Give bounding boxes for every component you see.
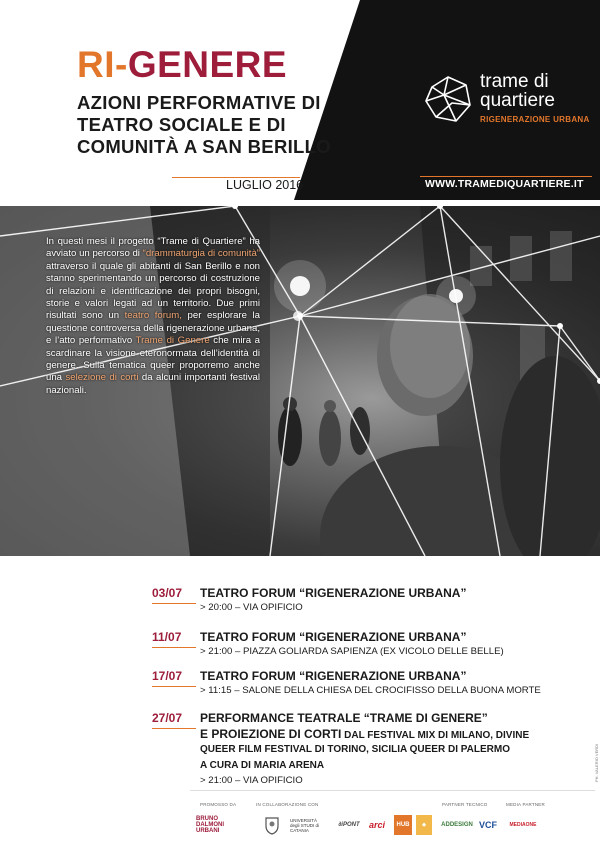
event-detail: > 21:00 – PIAZZA GOLIARDA SAPIENZA (EX VICOLO DELLE BELLE): [200, 646, 504, 657]
event-subtitle: [77, 92, 337, 158]
event-detail: > 21:00 – VIA OPIFICIO: [200, 775, 303, 786]
event-title-prefix: RI-: [77, 44, 128, 85]
event-title-line: TEATRO FORUM “RIGENERAZIONE URBANA”: [200, 669, 467, 683]
project-description: [46, 236, 260, 397]
intro-text: che mira a scardinare la visione eteronormata dell’identità di genere. Sulla tematica queer proporremo anche una: [46, 335, 260, 384]
intro-text: per esplorare la questione controversa della rigenerazione urbana, e l’atto performativo: [46, 310, 261, 347]
sponsor-logo: HUB: [394, 815, 412, 835]
event-title-line: PERFORMANCE TEATRALE “TRAME DI GENERE”: [200, 711, 488, 725]
event-detail: > 11:15 – SALONE DELLA CHIESA DEL CROCIFISSO DELLA BUONA MORTE: [200, 685, 541, 696]
sponsor-logo: ∂iPONT: [338, 822, 360, 828]
trame-di-quartiere-logo-icon: [422, 73, 474, 125]
event-title: [77, 46, 287, 83]
photo-credit: PH. VALERIO VERDI: [594, 743, 599, 782]
event-date: 03/07: [152, 586, 183, 600]
subtitle-line: COMUNITÀ A SAN BERILLO: [77, 136, 331, 157]
event-divider: [152, 728, 196, 729]
credits-divider: [190, 790, 595, 791]
logo-tagline: RIGENERAZIONE URBANA: [480, 115, 590, 124]
sponsor-logo: arci: [368, 820, 385, 830]
intro-highlight: Trame di Genere: [135, 335, 210, 347]
collaboration-label: IN COLLABORAZIONE CON: [256, 802, 319, 807]
intro-text: da alcuni importanti festival nazionali.: [46, 372, 260, 396]
event-title-line: QUEER FILM FESTIVAL DI TORINO, SICILIA QUEER DI PALERMO: [200, 744, 511, 755]
sponsor-logo: UNIVERSITÀ degli STUDI di CATANIA: [290, 817, 320, 833]
event-title-text: DAL FESTIVAL MIX DI MILANO, DIVINE: [341, 730, 530, 741]
event-date: 27/07: [152, 711, 183, 725]
event-detail: > 20:00 – VIA OPIFICIO: [200, 602, 303, 613]
sponsor-logo: VCF: [479, 820, 497, 830]
event-divider: [152, 686, 196, 687]
subtitle-line: AZIONI PERFORMATIVE DI: [77, 92, 321, 113]
website-link[interactable]: WWW.TRAMEDIQUARTIERE.IT: [425, 178, 584, 190]
intro-highlight: “drammaturgia di comunità”: [142, 248, 260, 260]
logo-line: trame di: [480, 71, 549, 92]
intro-text: attraverso il quale gli abitanti di San Berillo e non stanno sperimentando un percorso di costruzione di relazioni e identificazione dei propri bisogni, storie e valori legati ad un territorio. Due primi risultati sono un: [46, 260, 260, 322]
logo-wordmark: [480, 72, 555, 110]
intro-text: In questi mesi il progetto “Trame di Quartiere” ha avviato un percorso di: [46, 236, 260, 260]
sponsor-logo: MEDIAONE: [509, 822, 537, 828]
subtitle-line: TEATRO SOCIALE E DI: [77, 114, 286, 135]
event-title-line: TEATRO FORUM “RIGENERAZIONE URBANA”: [200, 586, 467, 600]
event-month: LUGLIO 2016: [226, 178, 304, 192]
municipality-crest-icon: [262, 815, 282, 835]
sponsor-logo: ◆: [416, 815, 432, 835]
event-date: 17/07: [152, 669, 183, 683]
tech-partner-label: PARTNER TECNICO: [442, 802, 488, 807]
website-divider: [420, 176, 592, 177]
logo-line: quartiere: [480, 90, 555, 111]
promoted-by-label: PROMOSSO DA: [200, 802, 237, 807]
intro-highlight: teatro forum,: [124, 310, 182, 322]
event-title-line: TEATRO FORUM “RIGENERAZIONE URBANA”: [200, 630, 467, 644]
sponsor-logo: BRUNO DALMONI URBANI: [196, 816, 224, 834]
event-divider: [152, 647, 196, 648]
event-title-emphasis: E PROIEZIONE DI CORTI: [200, 727, 342, 741]
sponsor-logo: ADDESIGN: [441, 822, 473, 828]
event-date: 11/07: [152, 630, 182, 644]
event-divider: [152, 603, 196, 604]
media-partner-label: MEDIA PARTNER: [506, 802, 545, 807]
event-title-line: A CURA DI MARIA ARENA: [200, 760, 325, 771]
intro-highlight: selezione di corti: [65, 372, 139, 384]
event-title-main: GENERE: [127, 44, 288, 85]
